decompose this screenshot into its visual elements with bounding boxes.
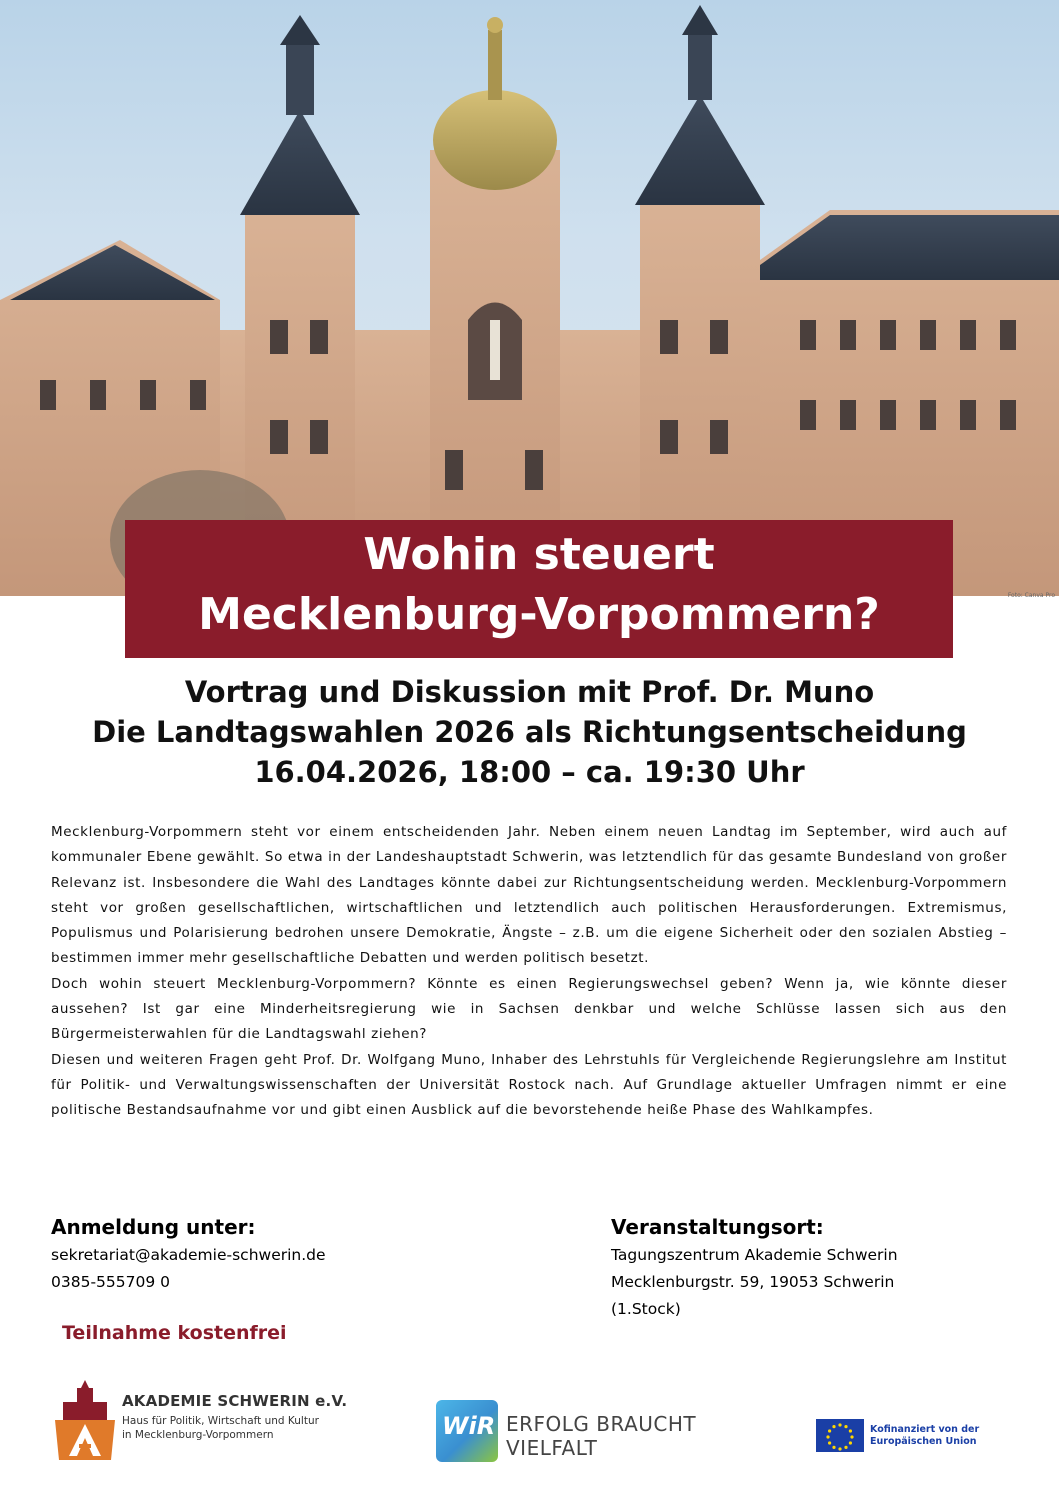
akademie-emblem-icon — [53, 1380, 117, 1460]
akademie-sub-2: in Mecklenburg-Vorpommern — [122, 1429, 274, 1441]
akademie-subtitle — [122, 1414, 382, 1442]
wir-logo — [436, 1400, 716, 1462]
body-paragraph-1: Mecklenburg-Vorpommern steht vor einem entscheidenden Jahr. Neben einem neuen Landtag im September, wird auch auf kommunaler Ebene gewählt. So etwa in der Landeshauptstadt Schwerin, was letztendlich für das gesamte Bundesland von großer Relevanz ist. Insbesondere die Wahl des Landtages könnte dabei zur Richtungsentscheidung werden. Mecklenburg-Vorpommern steht vor großen gesellschaftlichen, wirtschaftlichen und letztendlich auch politischen Herausforderungen. Extremismus, Populismus und Polarisierung bedrohen unsere Demokratie, Ängste – z.B. um die eigene Sicherheit oder den sozialen Abstieg – bestimmen immer mehr gesellschaftliche Debatten und werden politisch besetzt. — [51, 824, 1007, 967]
eu-logo — [816, 1419, 1016, 1453]
eu-text — [870, 1424, 1010, 1448]
body-paragraph-3: Diesen und weiteren Fragen geht Prof. Dr. Wolfgang Muno, Inhaber des Lehrstuhls für Vergleichende Regierungslehre am Institut für Politik- und Verwaltungswissenschaften der Universität Rostock nach. Auf Grundlage aktueller Umfragen nimmt er eine politische Bestandsaufnahme vor und gibt einen Ausblick auf die bevorstehende heiße Phase des Wahlkampfes. — [51, 1051, 1007, 1119]
title-line-1: Wohin steuert — [363, 529, 715, 580]
venue-name: Tagungszentrum Akademie Schwerin — [611, 1246, 898, 1264]
body-paragraph-2: Doch wohin steuert Mecklenburg-Vorpommern? Könnte es einen Regierungswechsel geben? Wenn ja, wie könnte dieser aussehen? Ist gar eine Minderheitsregierung wie in Sachsen denkbar und welche Schlüsse lassen sich aus den Bürgermeisterwahlen für die Landtagswahl ziehen? — [51, 975, 1007, 1043]
photo-credit: Foto: Canva Pro — [1007, 592, 1055, 599]
akademie-logo — [53, 1380, 373, 1460]
eu-line-2: Europäischen Union — [870, 1436, 977, 1447]
registration-block — [51, 1212, 501, 1296]
body-text — [51, 820, 1007, 1124]
subtitle-block — [0, 672, 1059, 792]
free-admission: Teilnahme kostenfrei — [62, 1322, 287, 1344]
venue-heading: Veranstaltungsort: — [611, 1215, 824, 1239]
registration-email[interactable]: sekretariat@akademie-schwerin.de — [51, 1246, 326, 1264]
subtitle-date: 16.04.2026, 18:00 – ca. 19:30 Uhr — [254, 755, 805, 789]
venue-floor: (1.Stock) — [611, 1300, 681, 1318]
subtitle-talk: Vortrag und Diskussion mit Prof. Dr. Muno — [184, 675, 875, 709]
subtitle-topic: Die Landtagswahlen 2026 als Richtungsentscheidung — [92, 715, 967, 749]
venue-address: Mecklenburgstr. 59, 19053 Schwerin — [611, 1273, 895, 1291]
hero-photo — [0, 0, 1059, 596]
eu-flag-icon — [816, 1419, 864, 1452]
title-banner — [125, 520, 953, 658]
wir-line-2: VIELFALT — [506, 1436, 598, 1460]
eu-line-1: Kofinanziert von der — [870, 1424, 980, 1435]
registration-phone: 0385-555709 0 — [51, 1273, 170, 1291]
wir-badge-icon — [436, 1400, 498, 1462]
akademie-sub-1: Haus für Politik, Wirtschaft und Kultur — [122, 1415, 319, 1427]
castle-illustration — [0, 0, 1059, 596]
title-line-2: Mecklenburg-Vorpommern? — [198, 589, 880, 640]
wir-line-1: ERFOLG BRAUCHT — [506, 1412, 697, 1436]
venue-block — [611, 1212, 1031, 1323]
akademie-name: AKADEMIE SCHWERIN e.V. — [122, 1392, 348, 1410]
wir-badge-text: WiR — [442, 1412, 496, 1440]
registration-heading: Anmeldung unter: — [51, 1215, 256, 1239]
